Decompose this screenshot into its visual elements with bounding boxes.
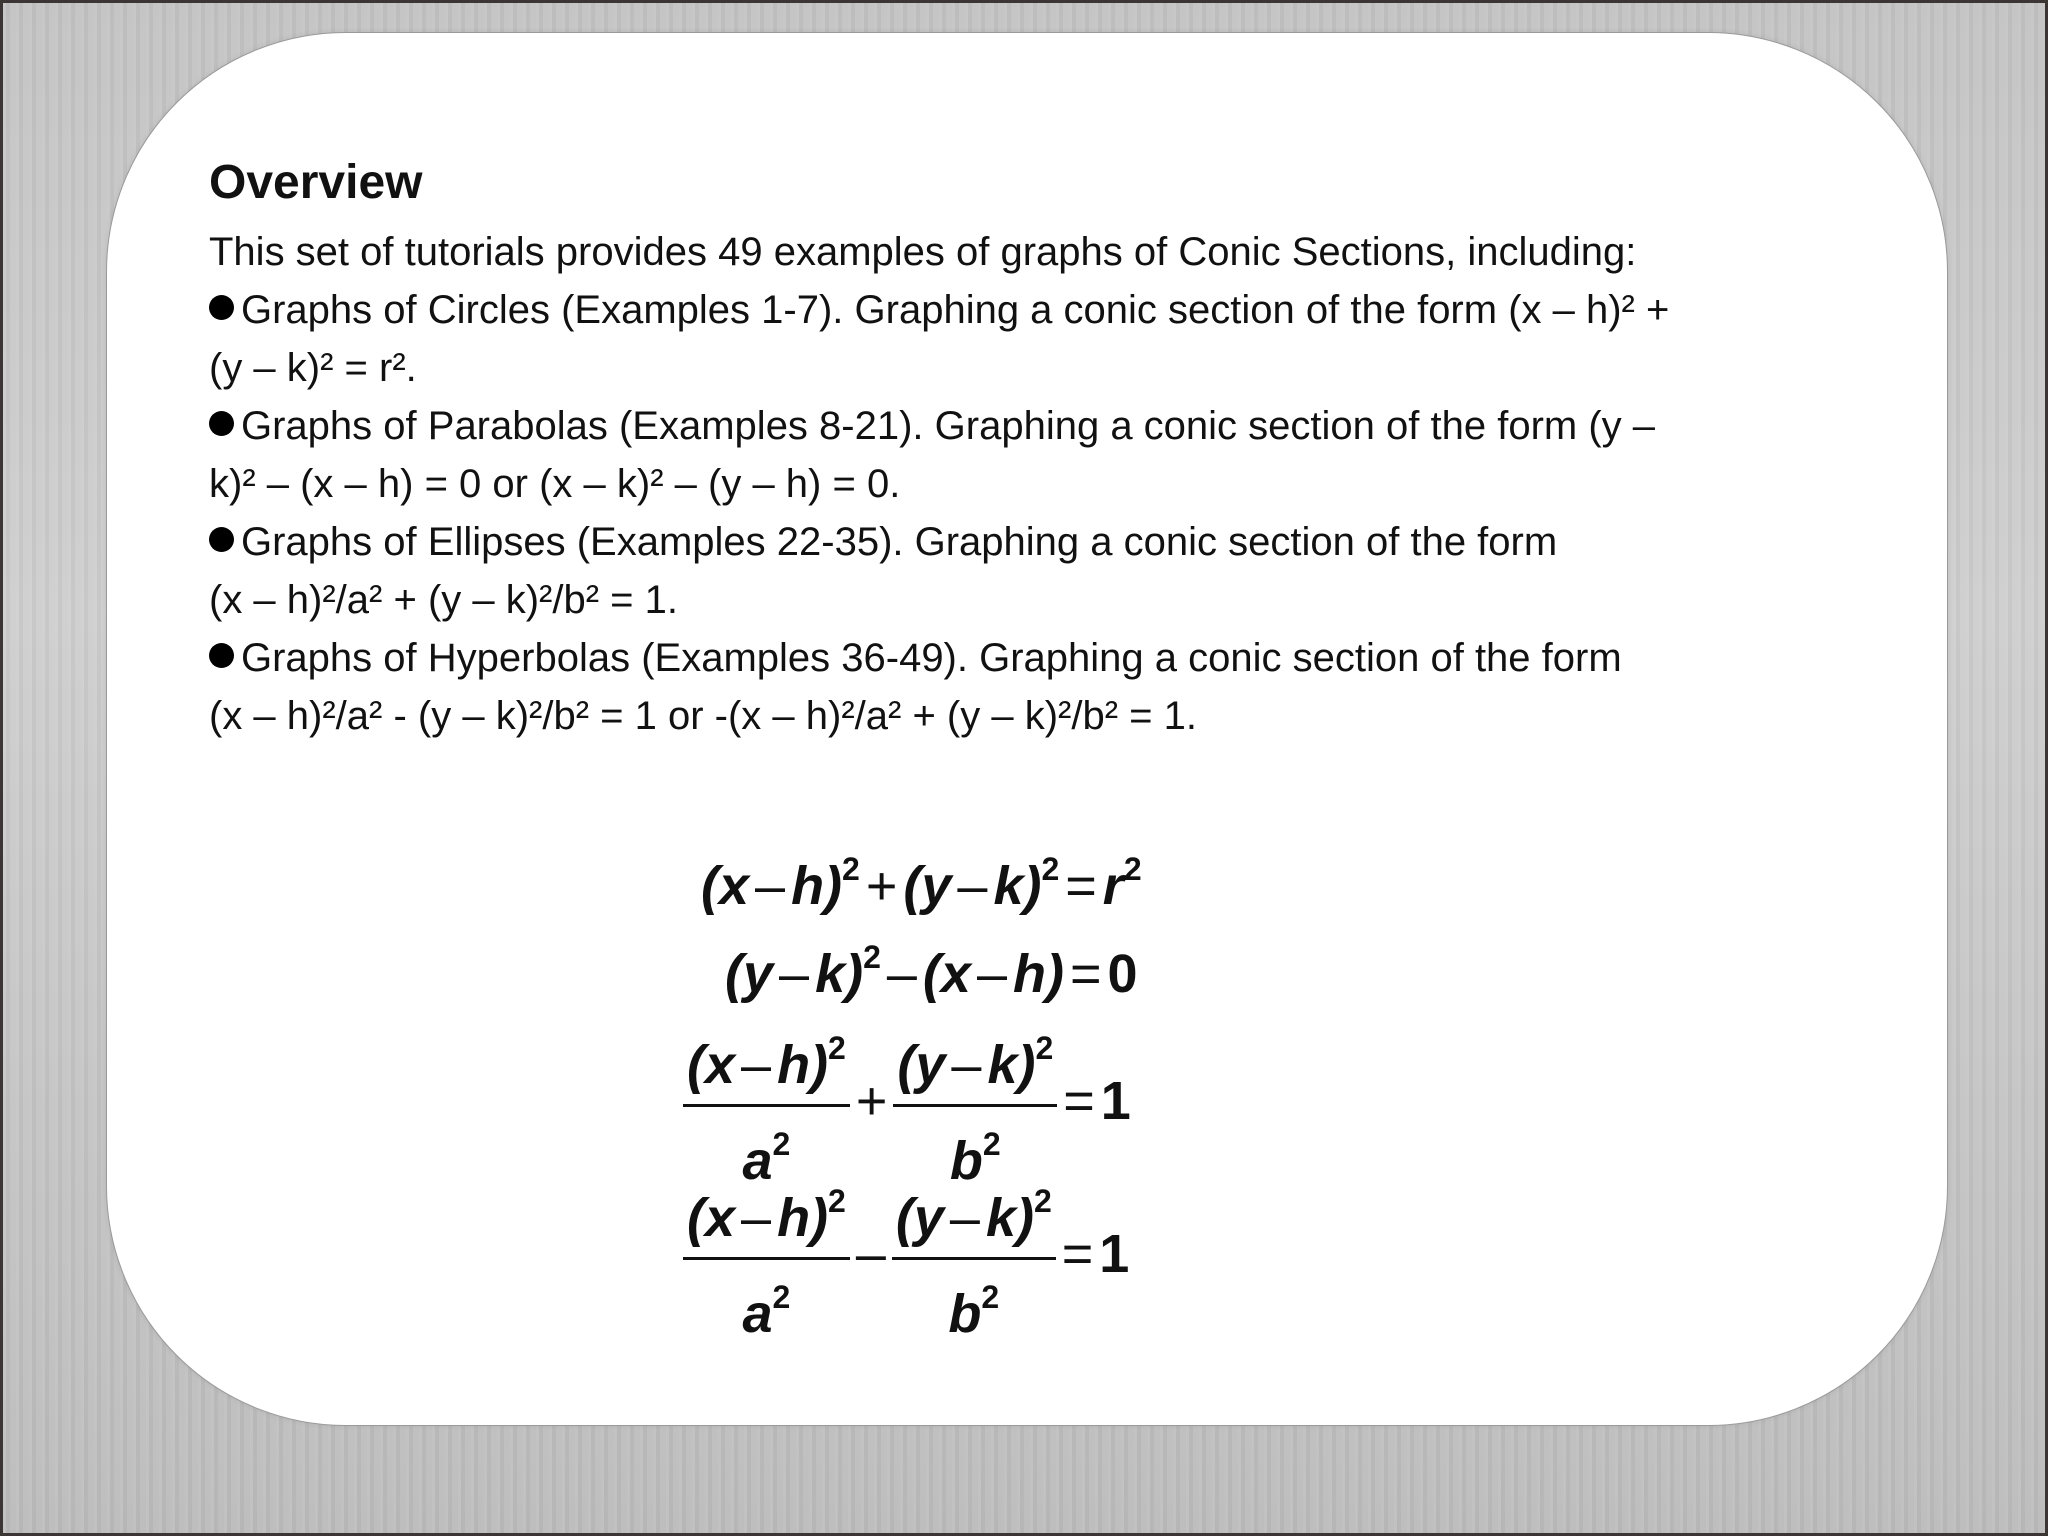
ellipse-formula: $\frac{(x - h)^2}{a^2}$ + $\frac{(y - k)^2}{b^2}$ = 1	[683, 1013, 1131, 1196]
bullet-icon	[209, 411, 234, 436]
ellipse-bullet-line-2: (x – h)²/a² + (y – k)²/b² = 1.	[209, 578, 679, 622]
hyperbola-bullet-line-1: Graphs of Hyperbolas (Examples 36-49). Graphing a conic section of the form	[209, 629, 1622, 687]
circle-bullet-line-2: (y – k)² = r².	[209, 346, 417, 390]
parabola-bullet-line-2: k)² – (x – h) = 0 or (x – k)² – (y – h) = 0.	[209, 462, 901, 506]
hyperbola-bullet-line-2: (x – h)²/a² - (y – k)²/b² = 1 or -(x – h)²/a² + (y – k)²/b² = 1.	[209, 694, 1197, 738]
intro-text: This set of tutorials provides 49 examples of graphs of Conic Sections, including:	[209, 230, 1637, 274]
parabola-bullet-line-1: Graphs of Parabolas (Examples 8-21). Graphing a conic section of the form (y –	[209, 397, 1655, 455]
slide-background	[3, 3, 2045, 1533]
ellipse-bullet-line-1: Graphs of Ellipses (Examples 22-35). Graphing a conic section of the form	[209, 513, 1557, 571]
parabola-formula: (y – k)$^2$ – (x – h) = 0	[725, 939, 1138, 1004]
bullet-icon	[209, 527, 234, 552]
overview-heading: Overview	[209, 156, 423, 209]
circle-formula: $(x - h)^2 + (y - k)^2 = r^2$	[701, 851, 1142, 916]
circle-bullet-line-1: Graphs of Circles (Examples 1-7). Graphing a conic section of the form (x – h)² +	[209, 281, 1669, 339]
bullet-icon	[209, 295, 234, 320]
bullet-icon	[209, 643, 234, 668]
hyperbola-formula: $\frac{(x - h)^2}{a^2}$ – $\frac{(y - k)^2}{b^2}$ = 1	[683, 1166, 1129, 1349]
